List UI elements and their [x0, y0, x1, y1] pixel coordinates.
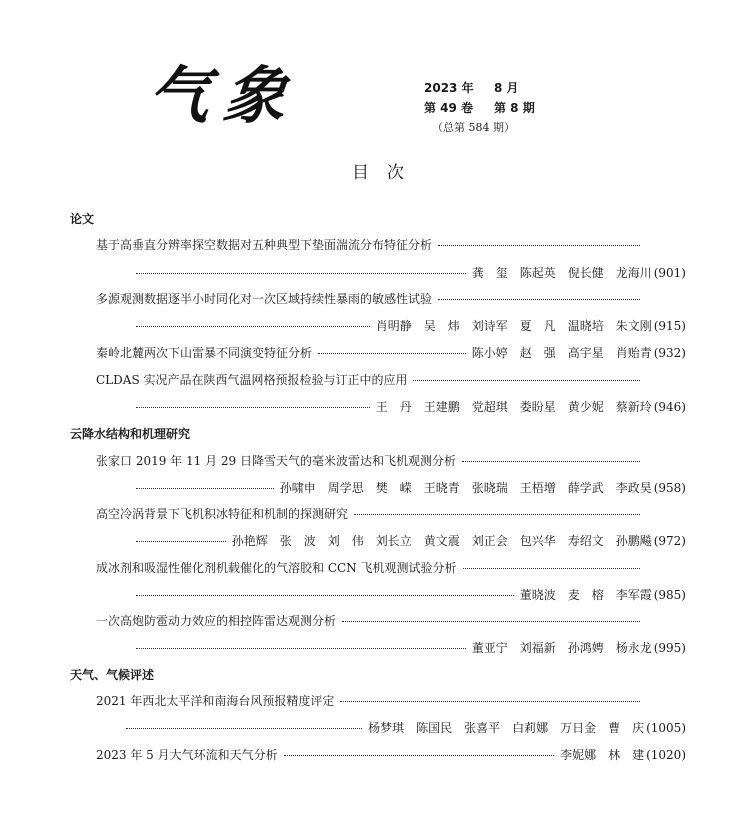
article-authors: 董亚宁 刘福新 孙鸿娉 杨永龙 [471, 641, 652, 655]
dot-leader [136, 264, 466, 274]
article-page: (972) [653, 534, 686, 548]
dot-leader [354, 505, 640, 515]
issue-total: （总第 584 期） [432, 121, 515, 134]
article-author-line [130, 479, 686, 496]
article-author-line [130, 264, 686, 281]
dot-leader [413, 371, 640, 381]
dot-leader [136, 639, 466, 649]
dot-leader [136, 586, 514, 596]
dot-leader [462, 452, 640, 462]
dot-leader [126, 719, 362, 729]
article-title[interactable]: 2021 年西北太平洋和南海台风预报精度评定 [96, 694, 335, 708]
dot-leader [342, 612, 640, 622]
article-authors: 陈小婷 赵 强 高宇星 肖贻青 [471, 346, 652, 360]
article-title[interactable]: 基于高垂直分辨率探空数据对五种典型下垫面湍流分布特征分析 [96, 238, 433, 252]
issue-info [424, 78, 535, 138]
journal-logo: 气象 [144, 59, 304, 132]
dot-leader [318, 344, 466, 354]
article-page: (985) [653, 588, 686, 602]
article-authors: 孙艳辉 张 波 刘 伟 刘长立 黄文震 刘正会 包兴华 寿绍文 孙鹏飚 [231, 534, 652, 548]
article-title-line [96, 371, 646, 388]
dot-leader [438, 290, 640, 300]
article-title-line [96, 505, 646, 522]
dot-leader [136, 317, 370, 327]
section-heading: 论文 [70, 212, 95, 226]
issue-number: 第 8 期 [494, 101, 535, 115]
issue-volume: 第 49 卷 [424, 101, 474, 115]
article-title-line [96, 452, 646, 469]
article-authors: 王 丹 王建鹏 党超琪 娄盼星 黄少妮 蔡新玲 [375, 400, 652, 414]
dot-leader [136, 398, 370, 408]
article-title[interactable]: 一次高炮防雹动力效应的相控阵雷达观测分析 [96, 614, 337, 628]
article-author-line [130, 398, 686, 415]
article-title[interactable]: 成冰剂和吸湿性催化剂机载催化的气溶胶和 CCN 飞机观测试验分析 [96, 561, 457, 575]
section-heading: 云降水结构和机理研究 [70, 427, 191, 441]
article-page: (1005) [646, 721, 686, 735]
article-page: (995) [653, 641, 686, 655]
article-title[interactable]: CLDAS 实况产品在陕西气温网格预报检验与订正中的应用 [96, 373, 408, 387]
section-heading: 天气、气候评述 [70, 668, 155, 682]
dot-leader [284, 746, 554, 756]
article-title[interactable]: 张家口 2019 年 11 月 29 日降雪天气的毫米波雷达和飞机观测分析 [96, 454, 456, 468]
article-title[interactable]: 秦岭北麓两次下山雷暴不同演变特征分析 [96, 346, 313, 360]
article-author-line [130, 532, 686, 549]
article-authors: 龚 玺 陈起英 倪长健 龙海川 [471, 266, 652, 280]
article-title-line [96, 559, 646, 576]
article-title-line [96, 692, 646, 709]
article-authors: 李妮娜 林 建 [560, 748, 645, 762]
article-title-line [96, 290, 646, 307]
article-page: (932) [653, 346, 686, 360]
article-authors: 孙啸申 周学思 樊 嵘 王晓青 张晓瑞 王梧增 薛学武 李政昊 [279, 481, 652, 495]
article-author-line [130, 317, 686, 334]
article-author-line [130, 586, 686, 603]
article-authors: 杨梦琪 陈国民 张喜平 白莉娜 万日金 曹 庆 [368, 721, 645, 735]
article-page: (901) [653, 266, 686, 280]
article-authors: 董晓波 麦 榕 李军霞 [519, 588, 652, 602]
article-title-line [96, 612, 646, 629]
dot-leader [136, 479, 274, 489]
article-author-line [120, 719, 686, 736]
dot-leader [438, 236, 640, 246]
article-line [96, 344, 686, 361]
article-author-line [130, 639, 686, 656]
article-page: (915) [653, 319, 686, 333]
article-page: (946) [653, 400, 686, 414]
issue-month: 8 月 [494, 81, 519, 95]
dot-leader [340, 692, 640, 702]
issue-year: 2023 年 [424, 81, 474, 95]
article-page: (1020) [646, 748, 686, 762]
article-page: (958) [653, 481, 686, 495]
toc-title: 目次 [352, 163, 422, 183]
article-authors: 肖明静 吴 炜 刘诗军 夏 凡 温晓培 朱文刚 [375, 319, 652, 333]
dot-leader [463, 559, 641, 569]
article-title[interactable]: 多源观测数据逐半小时同化对一次区域持续性暴雨的敏感性试验 [96, 292, 433, 306]
article-title[interactable]: 2023 年 5 月大气环流和天气分析 [96, 748, 278, 762]
dot-leader [136, 532, 226, 542]
article-title[interactable]: 高空冷涡背景下飞机积冰特征和机制的探测研究 [96, 507, 349, 521]
article-title-line [96, 236, 646, 253]
article-line [96, 746, 686, 763]
